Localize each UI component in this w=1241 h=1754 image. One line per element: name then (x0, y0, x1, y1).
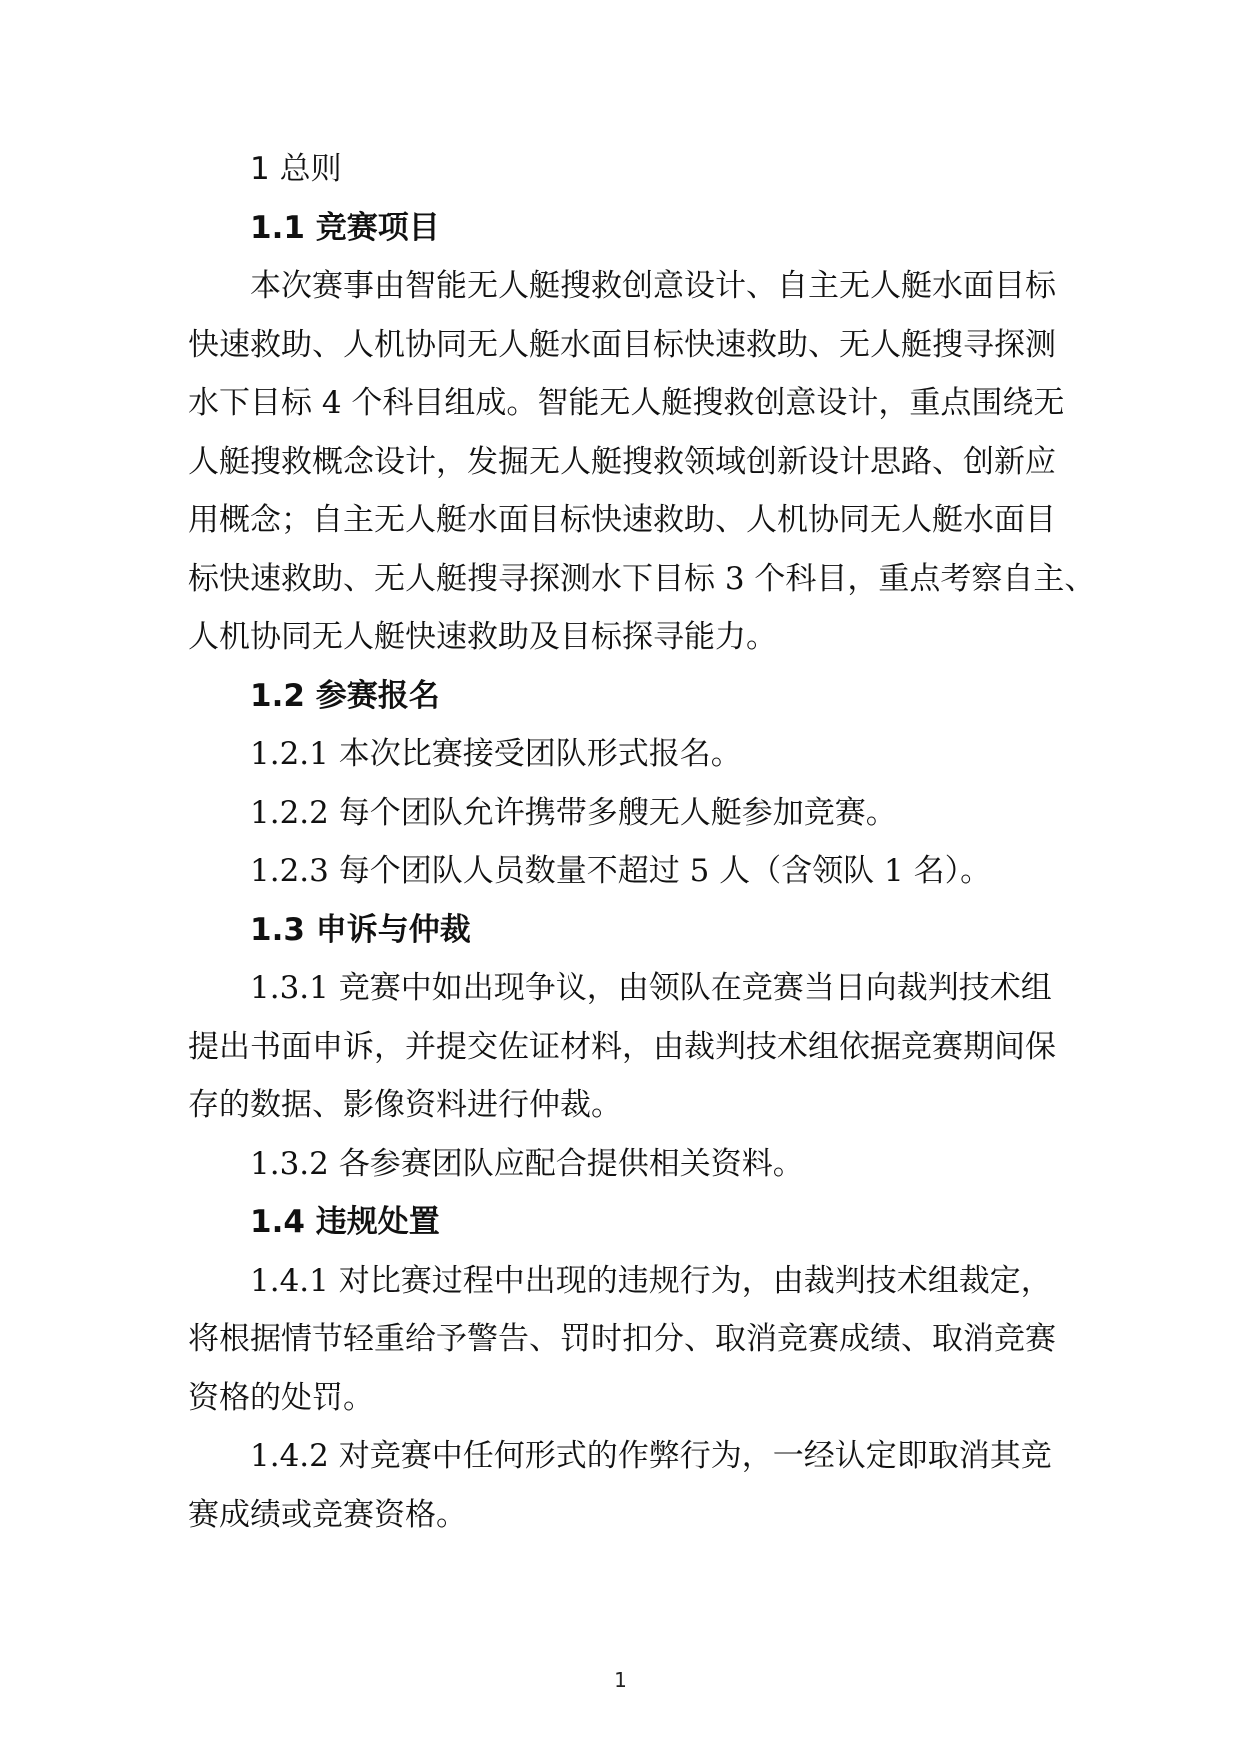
paragraph-1-1 (188, 257, 1096, 667)
paragraph-line: 用概念；自主无人艇水面目标快速救助、人机协同无人艇水面目 (188, 502, 1056, 538)
paragraph-line: 水下目标 4 个科目组成。智能无人艇搜救创意设计，重点围绕无 (188, 385, 1065, 421)
paragraph-line: 人机协同无人艇快速救助及目标探寻能力。 (188, 619, 777, 655)
clause-1-4-1 (188, 1252, 1063, 1428)
clause-1-3-2: 1.3.2 各参赛团队应配合提供相关资料。 (250, 1145, 804, 1182)
section-heading-1-2: 1.2 参赛报名 (250, 677, 440, 714)
paragraph-line: 提出书面申诉，并提交佐证材料，由裁判技术组依据竞赛期间保 (188, 1028, 1056, 1065)
paragraph-line: 快速救助、人机协同无人艇水面目标快速救助、无人艇搜寻探测 (188, 326, 1056, 363)
section-heading-1-3: 1.3 申诉与仲裁 (250, 911, 471, 948)
paragraph-line: 赛成绩或竞赛资格。 (188, 1496, 467, 1533)
section-heading-1-4: 1.4 违规处置 (250, 1204, 440, 1240)
paragraph-line: 标快速救助、无人艇搜寻探测水下目标 3 个科目，重点考察自主、 (188, 560, 1096, 597)
document-body (188, 140, 1096, 1544)
paragraph-line: 本次赛事由智能无人艇搜救创意设计、自主无人艇水面目标 (250, 268, 1056, 304)
clause-1-2-2: 1.2.2 每个团队允许携带多艘无人艇参加竞赛。 (250, 794, 897, 831)
paragraph-line: 1.4.1 对比赛过程中出现的违规行为，由裁判技术组裁定， (250, 1262, 1052, 1299)
section-heading-1-1: 1.1 竞赛项目 (250, 209, 440, 246)
clause-1-3-1 (188, 959, 1063, 1135)
paragraph-line: 存的数据、影像资料进行仲裁。 (188, 1087, 622, 1123)
clause-1-2-1: 1.2.1 本次比赛接受团队形式报名。 (250, 736, 742, 772)
paragraph-line: 将根据情节轻重给予警告、罚时扣分、取消竞赛成绩、取消竞赛 (188, 1321, 1056, 1357)
page-number: 1 (614, 1668, 627, 1692)
paragraph-line: 人艇搜救概念设计，发掘无人艇搜救领域创新设计思路、创新应 (188, 443, 1056, 480)
clause-1-4-2 (188, 1427, 1063, 1544)
paragraph-line: 1.4.2 对竞赛中任何形式的作弊行为，一经认定即取消其竞 (250, 1438, 1052, 1474)
clause-1-2-3: 1.2.3 每个团队人员数量不超过 5 人（含领队 1 名）。 (250, 853, 992, 889)
paragraph-line: 资格的处罚。 (188, 1379, 374, 1416)
chapter-title: 1 总则 (250, 151, 342, 187)
paragraph-line: 1.3.1 竞赛中如出现争议，由领队在竞赛当日向裁判技术组 (250, 970, 1052, 1006)
